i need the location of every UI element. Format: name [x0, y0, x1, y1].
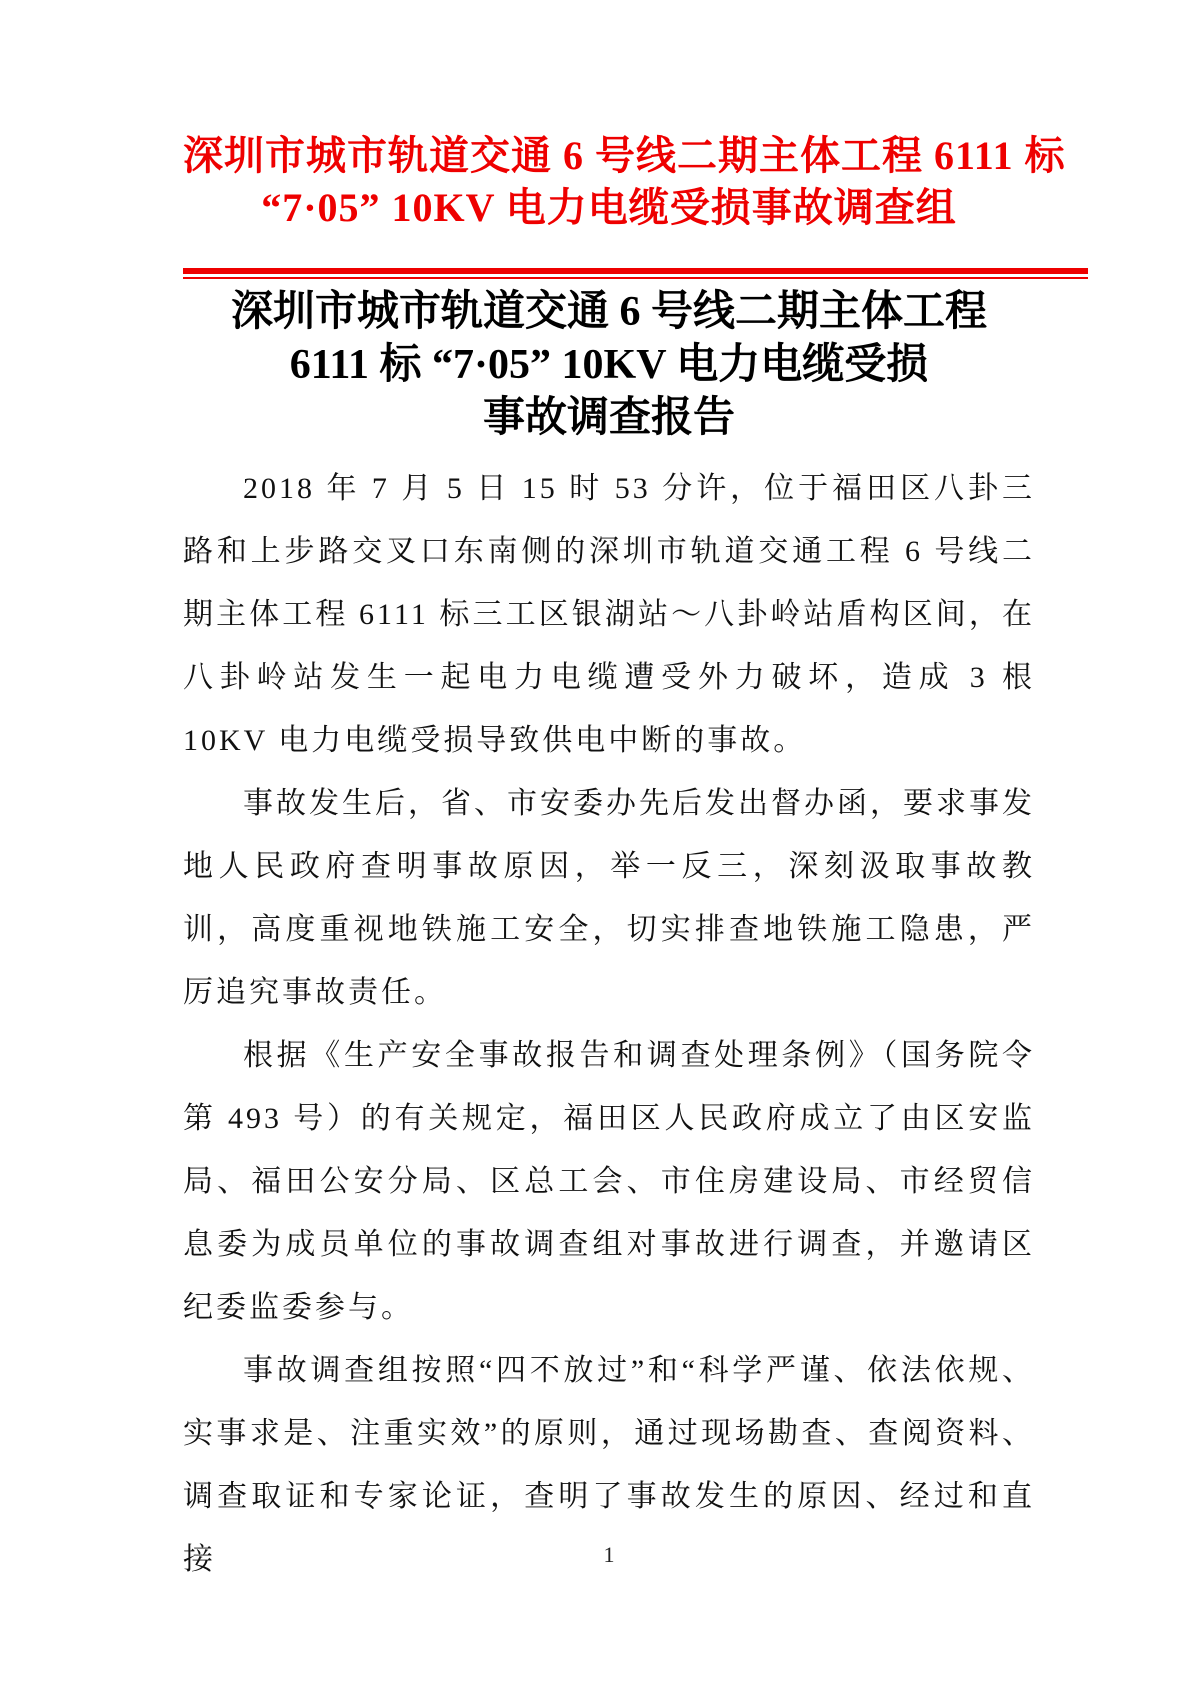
letterhead-line-2: “7·05” 10KV 电力电缆受损事故调查组	[261, 185, 957, 230]
report-title-line-1: 深圳市城市轨道交通 6 号线二期主体工程	[230, 289, 987, 335]
letterhead	[183, 0, 1066, 234]
report-title	[183, 286, 1035, 445]
page-number: 1	[603, 1542, 615, 1567]
report-title-line-3: 事故调查报告	[482, 395, 735, 441]
page-footer	[183, 1540, 1035, 1570]
body-paragraph-4: 事故调查组按照“四不放过”和“科学严谨、依法依规、实事求是、注重实效”的原则，通过现场勘查、查阅资料、调查取证和专家论证，查明了事故发生的原因、经过和直接	[183, 1354, 1035, 1576]
red-separator-rule	[183, 268, 1088, 279]
report-body	[183, 457, 1035, 1591]
report-title-line-2: 6111 标 “7·05” 10KV 电力电缆受损	[289, 342, 929, 388]
letterhead-line-1: 深圳市城市轨道交通 6 号线二期主体工程 6111 标	[183, 133, 1066, 178]
body-paragraph-2: 事故发生后，省、市安委办先后发出督办函，要求事发地人民政府查明事故原因，举一反三，深刻汲取事故教训，高度重视地铁施工安全，切实排查地铁施工隐患，严厉追究事故责任。	[183, 787, 1035, 1009]
red-separator-thin-line	[183, 277, 1088, 279]
body-paragraph-3: 根据《生产安全事故报告和调查处理条例》（国务院令第 493 号）的有关规定，福田区人民政府成立了由区安监局、福田公安分局、区总工会、市住房建设局、市经贸信息委为成员单位的事故调查组对事故进行调查，并邀请区纪委监委参与。	[183, 1039, 1035, 1324]
body-paragraph-1: 2018 年 7 月 5 日 15 时 53 分许，位于福田区八卦三路和上步路交叉口东南侧的深圳市轨道交通工程 6 号线二期主体工程 6111 标三工区银湖站～八卦岭站盾构区间，在八卦岭站发生一起电力电缆遭受外力破坏，造成 3 根 10KV 电力电缆受损导致供电中断的事故。	[183, 472, 1035, 757]
